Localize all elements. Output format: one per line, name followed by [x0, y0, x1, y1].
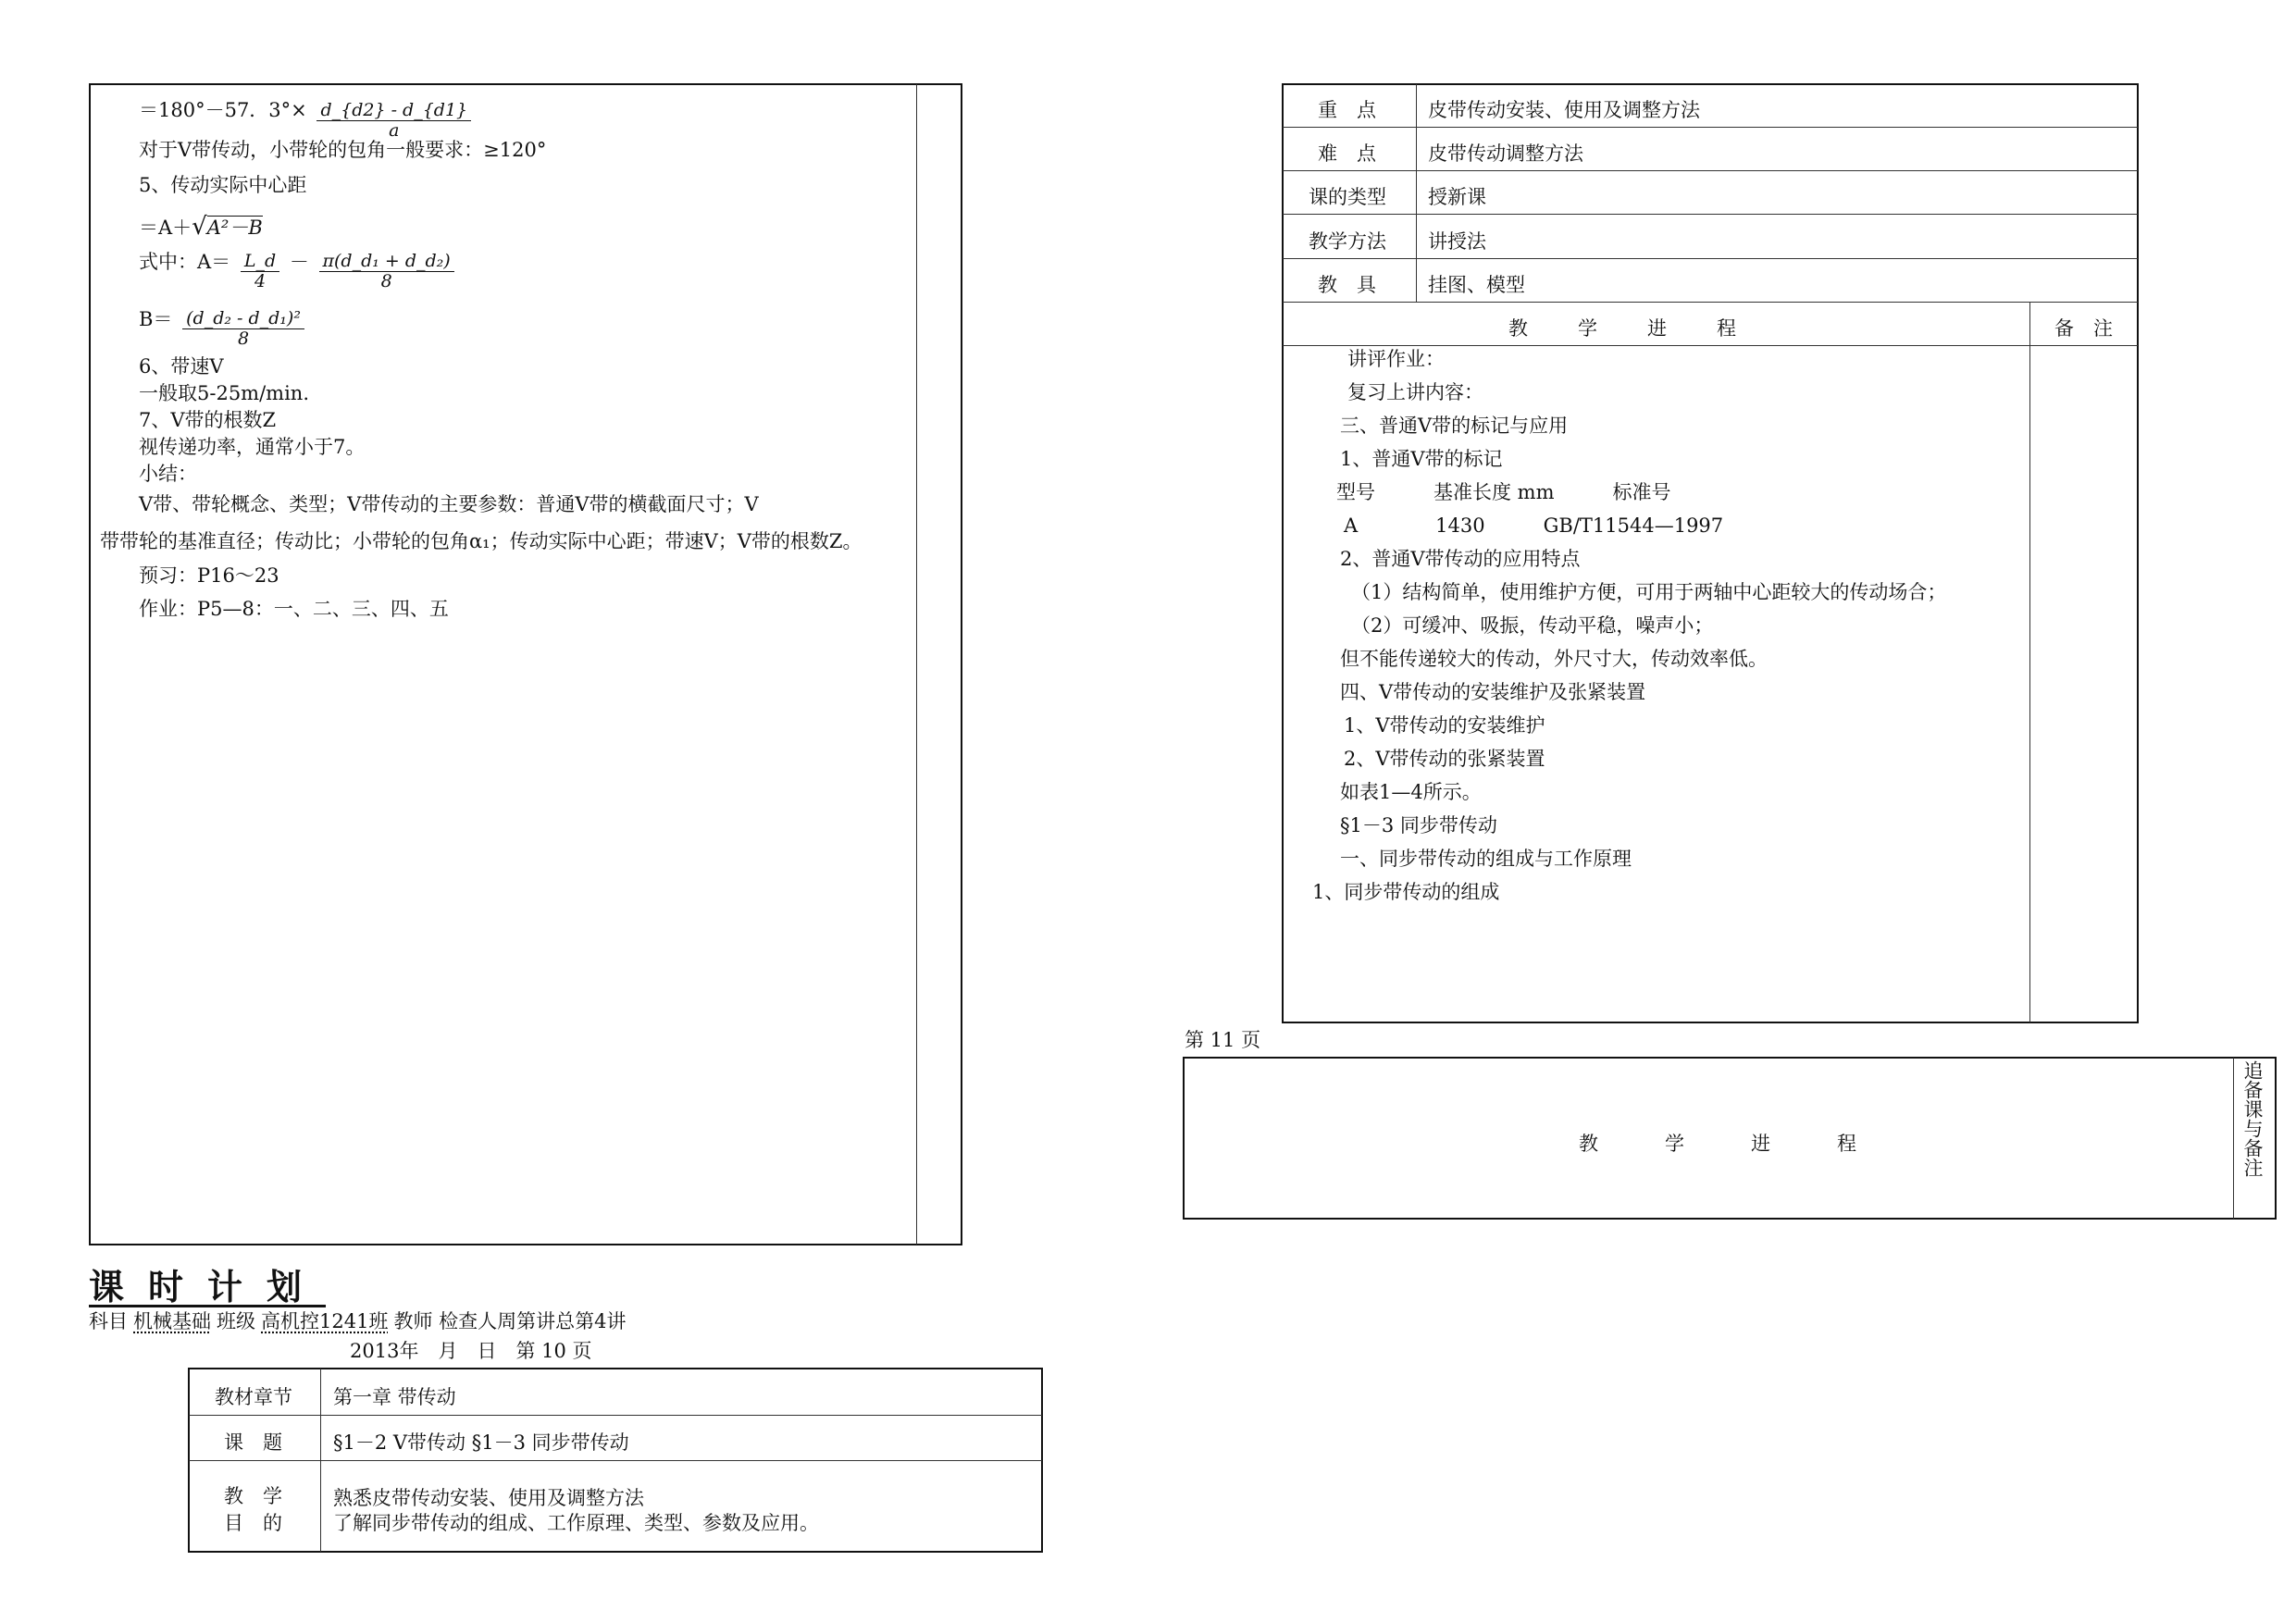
lesson-row-label-topic: 课 题 [224, 1431, 282, 1454]
row-value-lesson-type: 授新课 [1428, 186, 1486, 208]
item-7-heading: 7、V带的根数Z [139, 409, 277, 431]
summary-line-1: V带、带轮概念、类型；V带传动的主要参数：普通V带的横截面尺寸；V [139, 493, 759, 515]
process-line-9: （2）可缓冲、吸振，传动平稳，噪声小； [1351, 614, 1714, 637]
right-table-process-header-divider [1283, 345, 2138, 346]
homework-assignment: 作业：P5—8：一、二、三、四、五 [139, 598, 449, 620]
process-line-7: 2、普通V带传动的应用特点 [1340, 548, 1581, 570]
fraction-diameter-squared: $\frac{\text{(d\_d₂ - d\_d₁)²}}{8}$ [182, 310, 304, 348]
wrap-angle-requirement: 对于V带传动，小带轮的包角一般要求：≥120° [139, 139, 547, 161]
fraction-diameter-diff: $\frac{d\_\{d2\} - d\_\{d1\}}{a}$ [316, 102, 471, 140]
right-table-row-3-divider [1283, 214, 2138, 215]
process-line-14: 如表1—4所示。 [1340, 781, 1482, 803]
summary-label: 小结： [139, 463, 197, 485]
date-line: 2013年 月 日 第 10 页 [350, 1340, 592, 1362]
right-table-row-4-divider [1283, 258, 2138, 259]
summary-line-2: 带带轮的基准直径；传动比；小带轮的包角α₁；传动实际中心距；带速V；V带的根数Z。 [100, 530, 863, 552]
row-label-method: 教学方法 [1309, 230, 1386, 253]
remark-header: 备 注 [2054, 317, 2113, 340]
item-6-heading: 6、带速V [139, 355, 224, 378]
row-value-difficulty: 皮带传动调整方法 [1428, 142, 1583, 165]
item-6-note: 一般取5-25m/min. [139, 382, 309, 404]
lesson-goal-1: 熟悉皮带传动安装、使用及调整方法 [333, 1487, 644, 1509]
fraction-pi-diameters: $\frac{\text{π(d\_d₁ + d\_d₂)}}{8}$ [319, 253, 454, 291]
lesson-goal-2: 了解同步带传动的组成、工作原理、类型、参数及应用。 [333, 1512, 819, 1534]
process-line-13: 2、V带传动的张紧装置 [1344, 748, 1545, 770]
lesson-row-value-chapter: 第一章 带传动 [333, 1386, 456, 1408]
formula-a-definition: 式中：A＝ $\frac{L\_d}{4}$ － $\frac{\text{π(d\_d₁ + d\_d₂)}}{8}$ [139, 244, 458, 282]
lesson-goal-label-2: 目 的 [224, 1512, 282, 1534]
process-line-11: 四、V带传动的安装维护及张紧装置 [1340, 681, 1646, 703]
page-11-label: 第 11 页 [1185, 1029, 1261, 1051]
fraction-length: $\frac{L\_d}{4}$ [241, 253, 279, 291]
row-label-key-point: 重 点 [1318, 99, 1376, 121]
subject-value: 机械基础 [133, 1310, 211, 1332]
row-label-teaching-aids: 教 具 [1318, 274, 1376, 296]
process-line-3: 三、普通V带的标记与应用 [1340, 415, 1569, 437]
right-table-row-1-divider [1283, 127, 2138, 128]
page-11-process-header: 教 学 进 程 [1579, 1133, 1866, 1155]
row-value-key-point: 皮带传动安装、使用及调整方法 [1428, 99, 1700, 121]
item-5-heading: 5、传动实际中心距 [139, 174, 307, 196]
right-table-row-2-divider [1283, 170, 2138, 171]
process-line-6: A 1430 GB/T11544—1997 [1344, 514, 1724, 537]
page-11-side-note: 追备课与备注 [2241, 1060, 2264, 1177]
process-line-17: 1、同步带传动的组成 [1312, 881, 1500, 903]
process-line-16: 一、同步带传动的组成与工作原理 [1340, 848, 1632, 870]
lesson-goal-label-1: 教 学 [224, 1485, 282, 1507]
formula-wrap-angle: ＝180°－57．3°× $\frac{d\_\{d2\} - d\_\{d1\}}{a}$ [139, 93, 475, 130]
process-line-1: 讲评作业： [1347, 348, 1445, 370]
process-line-2: 复习上讲内容： [1347, 381, 1483, 403]
right-table-remark-divider [2029, 303, 2030, 1022]
lesson-table-row-divider-2 [189, 1460, 1042, 1461]
row-label-difficulty: 难 点 [1318, 142, 1376, 165]
right-table-row-5-divider [1283, 302, 2138, 303]
row-value-method: 讲授法 [1428, 230, 1486, 253]
lesson-row-label-chapter: 教材章节 [215, 1386, 292, 1408]
left-box-divider [916, 84, 917, 1245]
lesson-plan-title: 课时计划 [89, 1266, 327, 1307]
item-7-note: 视传递功率，通常小于7。 [139, 436, 366, 458]
process-line-5: 型号 基准长度 mm 标准号 [1336, 481, 1671, 503]
class-value: 高机控1241班 [261, 1310, 389, 1332]
process-header: 教 学 进 程 [1508, 317, 1740, 340]
row-value-teaching-aids: 挂图、模型 [1428, 274, 1525, 296]
lesson-table-row-divider-1 [189, 1415, 1042, 1416]
page-11-side-divider [2233, 1058, 2234, 1219]
lesson-row-value-topic: §1－2 V带传动 §1－3 同步带传动 [333, 1431, 629, 1454]
process-line-10: 但不能传递较大的传动，外尺寸大，传动效率低。 [1340, 648, 1768, 670]
lesson-meta-line: 科目 机械基础 班级 高机控1241班 教师 检查人周第讲总第4讲 [89, 1310, 627, 1332]
formula-center-distance: ＝A＋√A²－B [139, 213, 263, 241]
process-line-15: §1－3 同步带传动 [1340, 814, 1497, 836]
formula-b-definition: B＝ $\frac{\text{(d\_d₂ - d\_d₁)²}}{8}$ [139, 302, 308, 340]
process-line-12: 1、V带传动的安装维护 [1344, 714, 1545, 737]
process-line-8: （1）结构简单，使用维护方便，可用于两轴中心距较大的传动场合； [1351, 581, 1947, 603]
preview-assignment: 预习：P16～23 [139, 564, 279, 587]
right-table-label-divider [1416, 84, 1417, 302]
sqrt-icon: √ [192, 213, 207, 241]
row-label-lesson-type: 课的类型 [1309, 186, 1386, 208]
process-line-4: 1、普通V带的标记 [1340, 448, 1503, 470]
